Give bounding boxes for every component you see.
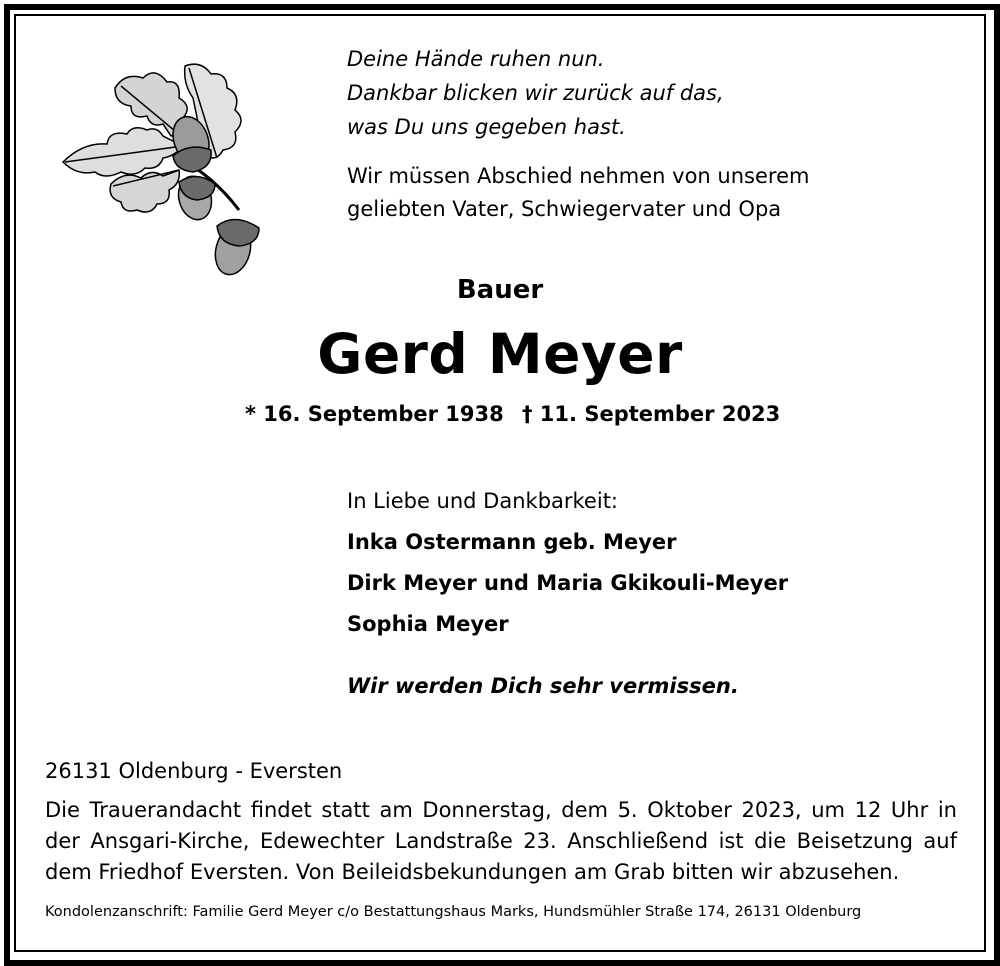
birth-date: * 16. September 1938: [245, 402, 504, 426]
mourner-name: Inka Ostermann geb. Meyer: [347, 530, 677, 554]
verse-line: Deine Hände ruhen nun.: [347, 47, 605, 71]
intro-line: geliebten Vater, Schwiegervater und Opa: [347, 197, 782, 221]
mourner-name: Sophia Meyer: [347, 612, 509, 636]
verse-line: Dankbar blicken wir zurück auf das,: [347, 81, 724, 105]
location: 26131 Oldenburg - Eversten: [45, 759, 343, 783]
condolence-address: Kondolenzanschrift: Familie Gerd Meyer c/o Bestattungshaus Marks, Hundsmühler Straße 174, 26131 Oldenburg: [45, 904, 862, 920]
memorial-verse: [347, 42, 724, 144]
mourner-name: Dirk Meyer und Maria Gkikouli-Meyer: [347, 571, 789, 595]
closing-line: Wir werden Dich sehr vermissen.: [347, 674, 739, 698]
deceased-name: Gerd Meyer: [317, 322, 683, 386]
mourners-list: [347, 486, 788, 650]
deceased-title: Bauer: [456, 275, 544, 305]
service-notice: Die Trauerandacht findet statt am Donnerstag, dem 5. Oktober 2023, um 12 Uhr in der Ansgari-Kirche, Edewechter Landstraße 23. Anschließend ist die Beisetzung auf dem Friedhof Eversten. Von Beileidsbekundungen am Grab bitten wir abzusehen.: [45, 798, 957, 884]
farewell-intro: [347, 160, 809, 226]
death-date: † 11. September 2023: [522, 402, 781, 426]
intro-line: Wir müssen Abschied nehmen von unserem: [347, 164, 810, 188]
verse-line: was Du uns gegeben hast.: [347, 115, 626, 139]
oak-leaves-acorns-icon: [55, 58, 275, 283]
mourners-heading: In Liebe und Dankbarkeit:: [347, 489, 619, 513]
